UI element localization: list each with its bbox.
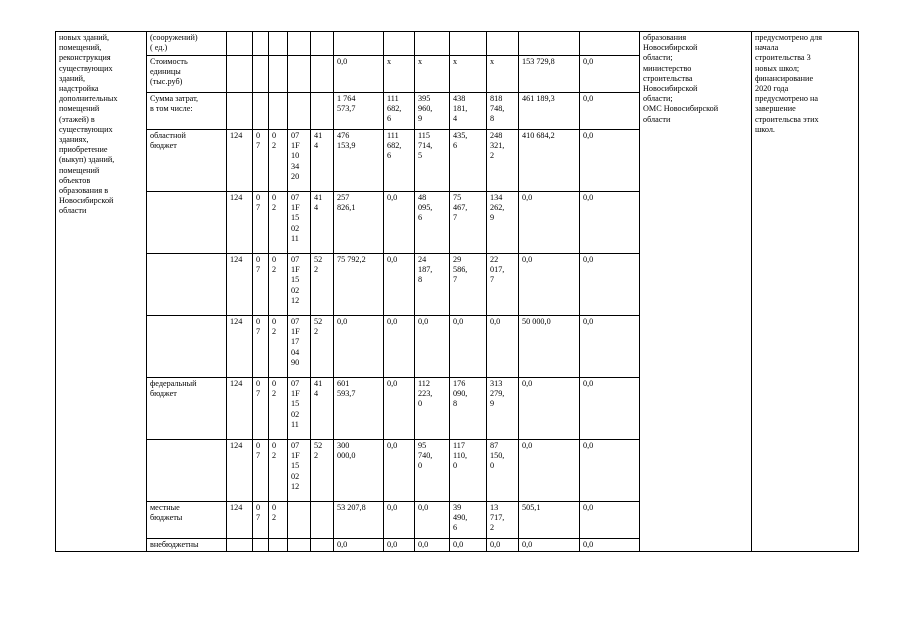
target-article-code-cell [288, 502, 311, 539]
value-cell-6: 153 729,8 [519, 56, 580, 93]
value-cell-4: х [450, 56, 487, 93]
grbs-code-cell: 124 [227, 130, 253, 192]
expected-result-cell: предусмотрено для начала строительства 3 новых школ; финансирование 2020 года предусмотрено на завершение строительсва этих школ. [752, 32, 859, 552]
value-cell-1: 601 593,7 [334, 378, 384, 440]
value-cell-5: 13 717, 2 [487, 502, 519, 539]
subsection-code-cell: 0 2 [269, 440, 288, 502]
subsection-code-cell: 0 2 [269, 130, 288, 192]
value-cell-2: 0,0 [384, 254, 415, 316]
value-cell-5: 313 279, 9 [487, 378, 519, 440]
row-label-cell [147, 192, 227, 254]
value-cell-7: 0,0 [580, 539, 640, 552]
value-cell-5: х [487, 56, 519, 93]
value-cell-1 [334, 32, 384, 56]
value-cell-3: 95 740, 0 [415, 440, 450, 502]
value-cell-5: 22 017, 7 [487, 254, 519, 316]
expense-type-code-cell [311, 539, 334, 552]
value-cell-6: 0,0 [519, 192, 580, 254]
value-cell-3: 112 223, 0 [415, 378, 450, 440]
expense-type-code-cell: 52 2 [311, 316, 334, 378]
value-cell-2: 0,0 [384, 440, 415, 502]
value-cell-3: 115 714, 5 [415, 130, 450, 192]
section-code-cell: 0 7 [253, 254, 269, 316]
row-label-cell: внебюджетны [147, 539, 227, 552]
section-code-cell [253, 539, 269, 552]
value-cell-3 [415, 32, 450, 56]
table-body [56, 32, 859, 552]
expense-type-code-cell [311, 32, 334, 56]
value-cell-5: 134 262, 9 [487, 192, 519, 254]
grbs-code-cell [227, 539, 253, 552]
target-article-code-cell [288, 93, 311, 130]
subsection-code-cell: 0 2 [269, 502, 288, 539]
expense-type-code-cell: 41 4 [311, 130, 334, 192]
target-article-code-cell: 07 1F 15 02 12 [288, 254, 311, 316]
value-cell-7: 0,0 [580, 192, 640, 254]
value-cell-7: 0,0 [580, 378, 640, 440]
expense-type-code-cell: 52 2 [311, 440, 334, 502]
value-cell-7 [580, 32, 640, 56]
row-label-cell: областной бюджет [147, 130, 227, 192]
value-cell-1: 476 153,9 [334, 130, 384, 192]
value-cell-3: 24 187, 8 [415, 254, 450, 316]
grbs-code-cell: 124 [227, 378, 253, 440]
value-cell-6: 461 189,3 [519, 93, 580, 130]
value-cell-7: 0,0 [580, 130, 640, 192]
target-article-code-cell [288, 539, 311, 552]
subsection-code-cell: 0 2 [269, 378, 288, 440]
value-cell-5: 248 321, 2 [487, 130, 519, 192]
subsection-code-cell [269, 539, 288, 552]
budget-table [55, 31, 859, 552]
value-cell-4: 75 467, 7 [450, 192, 487, 254]
value-cell-1: 0,0 [334, 56, 384, 93]
value-cell-6: 410 684,2 [519, 130, 580, 192]
value-cell-4: 117 110, 0 [450, 440, 487, 502]
subsection-code-cell: 0 2 [269, 192, 288, 254]
executor-cell: образования Новосибирской области; министерство строительства Новосибирской области; ОМС Новосибирской области [640, 32, 752, 552]
row-label-cell [147, 316, 227, 378]
value-cell-4: 0,0 [450, 316, 487, 378]
value-cell-7: 0,0 [580, 316, 640, 378]
expense-type-code-cell: 41 4 [311, 378, 334, 440]
expense-type-code-cell: 52 2 [311, 254, 334, 316]
value-cell-1: 75 792,2 [334, 254, 384, 316]
measure-description-cell: новых зданий, помещений, реконструкция существующих зданий, надстройка дополнительных помещений (этажей) в существующих зданиях, приобретение (выкуп) зданий, помещений объектов образования в Новосибирской области [56, 32, 147, 552]
row-label-cell: Сумма затрат, в том числе: [147, 93, 227, 130]
value-cell-2: 0,0 [384, 502, 415, 539]
value-cell-2: 0,0 [384, 316, 415, 378]
row-label-cell: (сооружений) ( ед.) [147, 32, 227, 56]
subsection-code-cell [269, 56, 288, 93]
row-label-cell: Стоимость единицы (тыс.руб) [147, 56, 227, 93]
value-cell-2: 111 682, 6 [384, 130, 415, 192]
value-cell-4: 438 181, 4 [450, 93, 487, 130]
value-cell-1: 300 000,0 [334, 440, 384, 502]
value-cell-1: 0,0 [334, 539, 384, 552]
value-cell-3: 0,0 [415, 316, 450, 378]
value-cell-5: 818 748, 8 [487, 93, 519, 130]
section-code-cell: 0 7 [253, 316, 269, 378]
value-cell-6: 50 000,0 [519, 316, 580, 378]
value-cell-3: 0,0 [415, 539, 450, 552]
value-cell-2: 0,0 [384, 192, 415, 254]
expense-type-code-cell [311, 56, 334, 93]
target-article-code-cell [288, 56, 311, 93]
value-cell-4: 39 490, 6 [450, 502, 487, 539]
value-cell-7: 0,0 [580, 93, 640, 130]
section-code-cell [253, 56, 269, 93]
section-code-cell: 0 7 [253, 130, 269, 192]
value-cell-1: 0,0 [334, 316, 384, 378]
section-code-cell [253, 93, 269, 130]
value-cell-3: 48 095, 6 [415, 192, 450, 254]
target-article-code-cell: 07 1F 10 34 20 [288, 130, 311, 192]
value-cell-7: 0,0 [580, 56, 640, 93]
value-cell-6: 0,0 [519, 378, 580, 440]
target-article-code-cell: 07 1F 15 02 11 [288, 192, 311, 254]
target-article-code-cell [288, 32, 311, 56]
value-cell-7: 0,0 [580, 440, 640, 502]
target-article-code-cell: 07 1F 17 04 90 [288, 316, 311, 378]
subsection-code-cell [269, 32, 288, 56]
target-article-code-cell: 07 1F 15 02 11 [288, 378, 311, 440]
value-cell-3: х [415, 56, 450, 93]
section-code-cell [253, 32, 269, 56]
value-cell-6: 0,0 [519, 254, 580, 316]
value-cell-5 [487, 32, 519, 56]
section-code-cell: 0 7 [253, 502, 269, 539]
grbs-code-cell [227, 32, 253, 56]
value-cell-6 [519, 32, 580, 56]
value-cell-6: 0,0 [519, 539, 580, 552]
value-cell-6: 0,0 [519, 440, 580, 502]
value-cell-3: 395 960, 9 [415, 93, 450, 130]
expense-type-code-cell: 41 4 [311, 192, 334, 254]
row-label-cell [147, 440, 227, 502]
value-cell-4: 29 586, 7 [450, 254, 487, 316]
grbs-code-cell: 124 [227, 440, 253, 502]
grbs-code-cell: 124 [227, 502, 253, 539]
value-cell-2: 0,0 [384, 539, 415, 552]
row-label-cell: федеральный бюджет [147, 378, 227, 440]
section-code-cell: 0 7 [253, 192, 269, 254]
table-row [56, 32, 859, 56]
value-cell-3: 0,0 [415, 502, 450, 539]
value-cell-5: 0,0 [487, 539, 519, 552]
value-cell-5: 87 150, 0 [487, 440, 519, 502]
section-code-cell: 0 7 [253, 440, 269, 502]
grbs-code-cell: 124 [227, 192, 253, 254]
expense-type-code-cell [311, 502, 334, 539]
expense-type-code-cell [311, 93, 334, 130]
value-cell-1: 257 826,1 [334, 192, 384, 254]
grbs-code-cell [227, 93, 253, 130]
row-label-cell: местные бюджеты [147, 502, 227, 539]
value-cell-7: 0,0 [580, 254, 640, 316]
grbs-code-cell: 124 [227, 254, 253, 316]
value-cell-4: 435, 6 [450, 130, 487, 192]
target-article-code-cell: 07 1F 15 02 12 [288, 440, 311, 502]
value-cell-6: 505,1 [519, 502, 580, 539]
value-cell-2 [384, 32, 415, 56]
subsection-code-cell [269, 93, 288, 130]
grbs-code-cell [227, 56, 253, 93]
value-cell-2: 111 682, 6 [384, 93, 415, 130]
value-cell-4: 0,0 [450, 539, 487, 552]
value-cell-1: 53 207,8 [334, 502, 384, 539]
value-cell-1: 1 764 573,7 [334, 93, 384, 130]
value-cell-5: 0,0 [487, 316, 519, 378]
value-cell-2: х [384, 56, 415, 93]
row-label-cell [147, 254, 227, 316]
value-cell-7: 0,0 [580, 502, 640, 539]
subsection-code-cell: 0 2 [269, 316, 288, 378]
grbs-code-cell: 124 [227, 316, 253, 378]
section-code-cell: 0 7 [253, 378, 269, 440]
value-cell-4 [450, 32, 487, 56]
value-cell-2: 0,0 [384, 378, 415, 440]
subsection-code-cell: 0 2 [269, 254, 288, 316]
value-cell-4: 176 090, 8 [450, 378, 487, 440]
